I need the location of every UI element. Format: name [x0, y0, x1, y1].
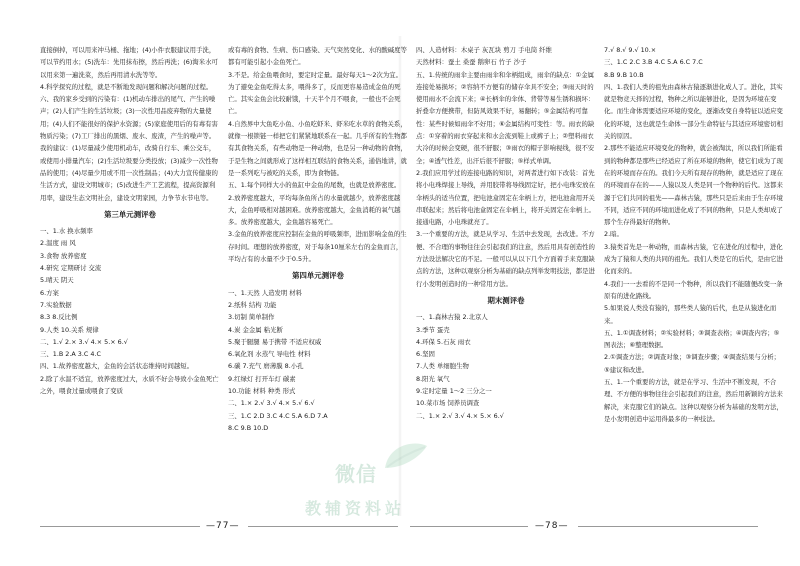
answer-line: 6.氧化剂 水蒸气 导电性 材料: [228, 350, 311, 359]
answer-line: 6.坚固: [416, 350, 435, 359]
answer-line: 一、1.天然 人造发明 材料: [228, 288, 303, 297]
answer-line: 5.聚于腿腿 易于携带 不适应权威: [228, 337, 322, 346]
answer-line: 一、1.森林古猿 2.北京人: [416, 313, 488, 322]
answer-line: 3.季节 蛋壳: [416, 325, 450, 334]
paragraph: 3.一个重要的方法，就是从学习、生活中去发现，去改进。不方便、不合理的事物往往会引起我们的注意，然后用具有创造性的方法设法解决它的不足。一般可以从以下几个方面着手来克服缺点的方法，这种以观察分析为基础的缺点列举发明技法，都是进行小发明创造时的一种常用方法。: [416, 230, 595, 288]
paragraph: 或有毒的食物、生病、伤口感染、天气突然变化、水的酸碱度等都有可能引起小金鱼死亡。: [228, 46, 407, 67]
answer-line: 四、1.故养密度越大，金鱼的会活状态维持时间越短。: [40, 362, 194, 371]
answer-line: 4.研究 定期研讨 交流: [40, 264, 102, 273]
paragraph: 2.那些不能适应环境变化的物种，就会被淘汰，所以我们所能看到的物种都是那些已经适应了所在环境的物种，使它们成为了现在的环境而存在的。我们今天所有现存的物种，就是适应了现在的环境而存在的——人猿以及人类是同一个物种的后代。这都来源于它们共同的祖先——森林古猿，那些只是后来由于生存环境不同，适应不同的环境而进化成了不同的物种，只是人类却成了那个生存得最好的物种。: [604, 144, 783, 227]
column-2: [228, 44, 408, 434]
paragraph: 我的建议：(1)尽量减少使用机动车，改骑自行车、乘公交车，或使用小排量汽车；(2)生活垃圾要分类投放；(3)减少一次性物品的使用；(4)尽量少用或不用一次性制品；(4)大力宣传健康的生活方式，建设文明城市；(5)改进生产工艺流程，提高资源利用率，建设生态文明社会，建设文明家园，力争节水节电等。: [40, 144, 218, 202]
answer-line: 9.红绿灯 打开车灯 碳素: [228, 374, 296, 383]
column-4: [604, 44, 784, 425]
page-number-left: —77—: [206, 521, 240, 531]
paragraph: 5.如果说人类没有猿的，那些类人猿的后代，也是从猿进化而来。: [604, 304, 777, 325]
answer-line: 6.方案: [40, 288, 59, 297]
answer-line: 9.定时定量 1～2 三分之一: [416, 387, 492, 396]
leaf-icon: [375, 438, 435, 472]
paragraph: 四、1.我们人类的祖先由森林古猿逐渐进化成人了。进化，其实就是物竞天择的过程，物种之所以能够进化，是因为环境在变化。而生命体需要适应环境的变化，逐渐改变自身特征以适应变化的环境，这也就是生命体一部分生命特征与其适应环境密切相关的原因。: [604, 82, 783, 141]
answer-line: 4.环保 5.石灰 雨衣: [416, 337, 471, 346]
answer-line: 5.晴天 阴天: [40, 276, 74, 285]
answer-line: 2.温度 雨 风: [40, 239, 76, 248]
watermark-line2: 教辅资料站: [305, 499, 406, 518]
answer-line: 4.炭 金金属 粘光断: [228, 325, 283, 334]
answer-line: 8.C 9.B 10.D: [228, 423, 269, 432]
watermark-line1: 微信: [335, 462, 377, 486]
answer-line: 二、1.× 2.√ 3.√ 4.× 5.√ 6.√: [228, 399, 315, 408]
paragraph: 4.科学探究的过程，就是不断地发现问题和解决问题的过程。: [40, 82, 213, 91]
paragraph: 五、1.①调查材料；②实验材料；③调查表格；④调查内容；⑤图表法；⑥整理数据。: [604, 328, 780, 350]
paragraph: 2.①调查方法；②调查对象；③调查步骤；④调查结果与分析；⑤建议和改进。: [604, 353, 780, 374]
watermark: [305, 438, 495, 548]
answer-line: 10.功能 材料 种类 形式: [228, 387, 296, 396]
paragraph: 4.我们一一去看的不是同一个物种，所以我们不能随便改变一条原有的进化路线。: [604, 279, 783, 300]
paragraph: 2.暗。: [604, 230, 623, 239]
paragraph: 3.金鱼的放养密度应控制在金鱼的呼吸频率，进而影响金鱼的生存时间。理想的放养密度，对于每条10厘米左右的金鱼而言，平均占有的水量不少于0.5升。: [228, 230, 407, 264]
paragraph: 五、1.一个重要的方法，就是在学习、生活中不断发现，不合理、不方便的事物往往会引起我们的注意，然后用新颖的方法来解决，来克服它们的缺点。这种以观察分析为基础的发明方法，是小发明创造中运用得最多的一种技法。: [604, 378, 783, 423]
page-number-right: —78—: [535, 521, 569, 531]
column-3: [416, 44, 596, 422]
answer-line: 8.3 8.反比例: [40, 313, 78, 322]
answer-line: 8.阳光 氧气: [416, 374, 450, 383]
answer-line: 三、1.B 2.A 3.C 4.C: [40, 350, 101, 359]
answer-line: 7.实验数据: [40, 300, 72, 309]
answer-line: 7.人类 单细胞生物: [416, 362, 469, 371]
paragraph: 五、1.传统的雨伞主要由雨伞和伞柄组成，雨伞的缺点：①金属连接处易损坏；②容纳不方便有的储存伞具不安全；③雨天时的使用雨水不会流下来；④长柄伞的伞体、背带等易生锈和损坏：折叠伞方便携带，但防风效果不好，易翻转；⑤金属结构可靠性：某些时候如雨伞不好用；⑥金属结构可变性：等。雨衣的缺点：①穿着的雨衣穿起来和水会流到鞋上或裤子上；②塑料雨衣大冷的时候会变硬，很不舒服；③雨衣的帽子影响视线，很不安全；④透气性差，出汗后很不舒服；⑤样式单调。: [416, 70, 595, 165]
answer-line: 3.食物 放养密度: [40, 251, 87, 260]
footer-rule-right-b: [578, 526, 758, 527]
paragraph: 8.B 9.B 10.B: [604, 70, 644, 79]
section-title: 第三单元测评卷: [104, 209, 156, 219]
column-1: [40, 44, 220, 397]
paragraph: 五、1.每个同样大小的鱼缸中金鱼的尾数，也就是放养密度。: [228, 181, 401, 190]
answer-line: 2.除了水温不适宜，放养密度过大，水质不好会导致小金鱼死亡之外，喂食过量或喂食了变质: [40, 374, 219, 396]
paragraph: 4.自然界中大鱼吃小鱼、小鱼吃虾米、虾米吃水草的食物关系，就像一根锁链一样把它们紧紧地联系在一起。几乎所有的生物都有其食物关系，有些动物是一种动物，也是另一种动物的食物，于是生物之间就形成了这样相互联结的食物关系，通俗地讲，就是一系列吃与被吃的关系，即为食物链。: [228, 119, 407, 177]
paragraph: 六、我的家乡受到的污染有：(1)机动车排出的尾气、产生的噪声；(2)人们产生的生活垃圾；(3)一次性用品废弃物的大量使用；(4)人们不能很好的保护水资源；(5)家庭使用后的有毒有害物质污染；(7)工厂排出的黑烟、废水、废渣，产生的噪声等。: [40, 95, 218, 141]
answer-line: 三、1.C 2.D 3.C 4.C 5.A 6.D 7.A: [228, 411, 328, 420]
paragraph: 3.不是。给金鱼喂食时，要定时定量。最好每天1～2次为宜。为了避免金鱼吃得太多，喂得多了，反而更容易造成金鱼的死亡。其实金鱼会比较耐饿，十天半个月不喂食，一般也不会死亡。: [228, 70, 402, 116]
answer-line: 6.碳 7.充气 磨薄膜 8.小孔: [228, 362, 304, 371]
paragraph: 四、人造材料：木桌子 灰瓦块 剪刀 手电筒 纤维: [416, 46, 552, 54]
answer-line: 二、1.√ 2.× 3.√ 4.× 5.× 6.√: [40, 337, 128, 346]
paragraph: 3.猿类首先是一种动物，而森林古猿，它在进化的过程中，进化成为了猿和人类的共同的祖先。我们人类是它的后代，是由它进化而来的。: [604, 242, 783, 276]
answer-line: 9.人类 10.关系 规律: [40, 325, 99, 334]
section-title: 期末测评卷: [487, 295, 525, 305]
answer-line: 10.菜市场 饲养员调查: [416, 399, 480, 408]
answer-line: 一、1.水 换水频率: [40, 227, 93, 236]
paragraph: 7.√ 8.√ 9.√ 10.×: [604, 46, 657, 54]
paragraph: 三、1.C 2.C 3.B 4.C 5.A 6.C 7.C: [604, 58, 703, 67]
paragraph: 2.我们应用学过的连接电路的知识，对两者进行如下改装：首先将小电珠焊接上导线，并用胶带将导线固定好，把小电珠安放在伞柄头的适当位置，把电池盒固定在伞柄上方，把电池盒用开关串联起来；然后将电池盒固定在伞柄上，将开关固定在伞柄上。接通电路，小电珠就亮了。: [416, 168, 595, 227]
footer-rule-left-a: [40, 526, 200, 527]
paragraph: 2.放养密度越大，平均每条鱼所占的水量就越少，放养密度越大，金鱼呼吸相对越困难。放养密度越大，金鱼消耗的氧气越多。放养密度越大，金鱼越容易死亡。: [228, 193, 401, 227]
answer-line: 3.切制 简单制作: [228, 313, 275, 322]
answer-line: 2.纸科 结构 功能: [228, 300, 277, 309]
answer-line: 二、1.× 2.√ 3.√ 4.× 5.× 6.√: [416, 411, 504, 420]
section-title: 第四单元测评卷: [292, 271, 344, 281]
paragraph: 直接倒掉，可以用来冲马桶、拖地；(4)小件衣服建议用手洗，可以节约用水；(5)洗车：先用抹布擦，然后再洗；(6)淘米水可以用来第一遍洗菜，然后再用清水洗等等。: [40, 46, 218, 79]
paragraph: 天然材料：蚕土 桑蚕 鹅卵石 竹子 沙子: [416, 58, 527, 67]
